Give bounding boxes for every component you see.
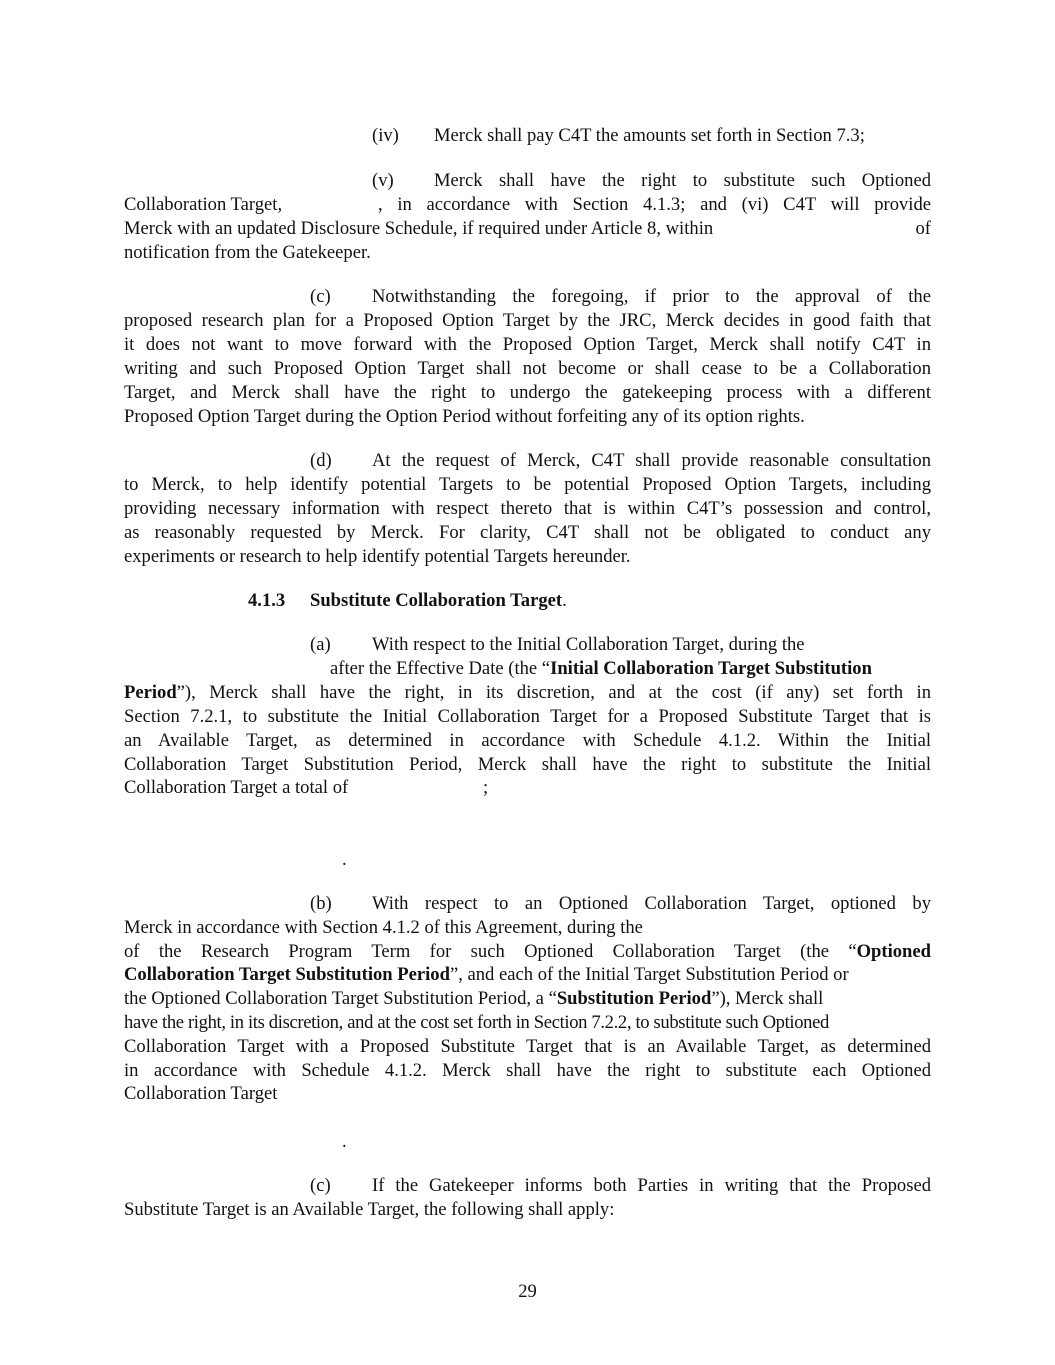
section-title: Substitute Collaboration Target <box>310 590 563 611</box>
sub-b-text3a: of the Research Program Term for such Optioned Collaboration Target (the “ <box>124 941 857 962</box>
item-c-line6: Proposed Option Target during the Option Period without forfeiting any of its option rights. <box>124 406 805 427</box>
sub-b-text5a: the Optioned Collaboration Target Substitution Period, a “ <box>124 988 557 1009</box>
sub-b-line9: Collaboration Target <box>124 1083 278 1104</box>
sub-b-text5c: ”), Merck shall <box>711 988 824 1009</box>
sub-c-text1: If the Gatekeeper informs both Parties in writing that the Proposed <box>372 1175 931 1196</box>
item-c-line2: proposed research plan for a Proposed Option Target by the JRC, Merck decides in good faith that <box>124 310 931 331</box>
item-d-line3: providing necessary information with respect thereto that is within C4T’s possession and control, <box>124 498 931 519</box>
sub-a-label: (a) <box>310 634 331 655</box>
sub-a-text7b: ; <box>483 777 489 798</box>
item-v-text2b: , in accordance with Section 4.1.3; and (vi) C4T will provide <box>378 194 931 215</box>
item-v-text3a: Merck with an updated Disclosure Schedule, if required under Article 8, within <box>124 218 714 239</box>
sub-a-line3 <box>124 681 931 705</box>
section-heading <box>248 589 848 613</box>
item-d-label: (d) <box>310 450 332 471</box>
item-d-line4: as reasonably requested by Merck. For clarity, C4T shall not be obligated to conduct any <box>124 522 931 543</box>
item-iv-text: Merck shall pay C4T the amounts set forth in Section 7.3; <box>434 125 865 146</box>
sub-b-text1: With respect to an Optioned Collaboration Target, optioned by <box>372 893 931 914</box>
sub-a-line1 <box>310 633 890 657</box>
sub-a-text3a: Period <box>124 682 177 703</box>
item-d-line2: to Merck, to help identify potential Targets to be potential Proposed Option Targets, including <box>124 474 931 495</box>
item-c-text1: Notwithstanding the foregoing, if prior to the approval of the <box>372 286 931 307</box>
sub-a-text3b: ”), Merck shall have the right, in its discretion, and at the cost (if any) set forth in <box>176 682 931 703</box>
sub-a-text2a: after the Effective Date (the “ <box>330 658 551 679</box>
section-number: 4.1.3 <box>248 590 286 611</box>
sub-a-line4: Section 7.2.1, to substitute the Initial Collaboration Target for a Proposed Substitute Target that is <box>124 706 931 727</box>
item-v-text2a: Collaboration Target, <box>124 194 283 215</box>
sub-a-line5: an Available Target, as determined in accordance with Schedule 4.1.2. Within the Initial <box>124 730 931 751</box>
sub-b-line1 <box>310 892 931 916</box>
item-d-line1 <box>310 449 931 473</box>
sub-c-line1 <box>310 1174 931 1198</box>
sub-a-text7a: Collaboration Target a total of <box>124 777 349 798</box>
item-c-line3: it does not want to move forward with the Proposed Option Target, Merck shall notify C4T in <box>124 334 931 355</box>
item-d-line5: experiments or research to help identify potential Targets hereunder. <box>124 546 631 567</box>
item-iv <box>372 124 932 148</box>
sub-a-text1: With respect to the Initial Collaboration Target, during the <box>372 634 805 655</box>
sub-b-text5b: Substitution Period <box>556 988 712 1009</box>
item-c-line4: writing and such Proposed Option Target shall not become or shall cease to be a Collaboration <box>124 358 931 379</box>
sub-b-text4b: ”, and each of the Initial Target Substitution Period or <box>449 964 849 985</box>
item-c-line1 <box>310 285 931 309</box>
sub-b-text3b: Optioned <box>856 941 931 962</box>
item-v-line3 <box>124 217 931 241</box>
item-v-line2 <box>124 193 931 217</box>
item-iv-label: (iv) <box>372 125 399 146</box>
sub-a-line7 <box>124 776 931 800</box>
item-v-text3b: of <box>915 218 931 239</box>
sub-b-line6: have the right, in its discretion, and at the cost set forth in Section 7.2.2, to substitute such Optioned <box>124 1012 829 1033</box>
item-v-line1 <box>372 169 931 193</box>
sub-b-line4 <box>124 963 931 987</box>
sub-a-line2 <box>330 657 931 681</box>
sub-b-text4a: Collaboration Target Substitution Period <box>124 964 450 985</box>
item-c-label: (c) <box>310 286 331 307</box>
item-d-text1: At the request of Merck, C4T shall provide reasonable consultation <box>372 450 931 471</box>
sub-b-line5 <box>124 987 931 1011</box>
sub-b-trailing: . <box>342 1131 347 1152</box>
item-c-line5: Target, and Merck shall have the right to undergo the gatekeeping process with a different <box>124 382 931 403</box>
sub-c-line2: Substitute Target is an Available Target, the following shall apply: <box>124 1199 615 1220</box>
sub-b-line3 <box>124 940 931 964</box>
section-period: . <box>562 590 567 611</box>
sub-a-line6: Collaboration Target Substitution Period, Merck shall have the right to substitute the Initial <box>124 754 931 775</box>
sub-b-line7: Collaboration Target with a Proposed Substitute Target that is an Available Target, as determined <box>124 1036 931 1057</box>
page-number: 29 <box>518 1281 537 1302</box>
sub-c-label: (c) <box>310 1175 331 1196</box>
item-v-label: (v) <box>372 170 394 191</box>
sub-b-label: (b) <box>310 893 332 914</box>
sub-b-line2: Merck in accordance with Section 4.1.2 of this Agreement, during the <box>124 917 643 938</box>
item-v-line4: notification from the Gatekeeper. <box>124 242 371 263</box>
sub-a-trailing: . <box>342 849 347 870</box>
item-v-text1: Merck shall have the right to substitute such Optioned <box>434 170 931 191</box>
sub-a-text2b: Initial Collaboration Target Substitution <box>550 658 872 679</box>
sub-b-line8: in accordance with Schedule 4.1.2. Merck shall have the right to substitute each Optioned <box>124 1060 931 1081</box>
